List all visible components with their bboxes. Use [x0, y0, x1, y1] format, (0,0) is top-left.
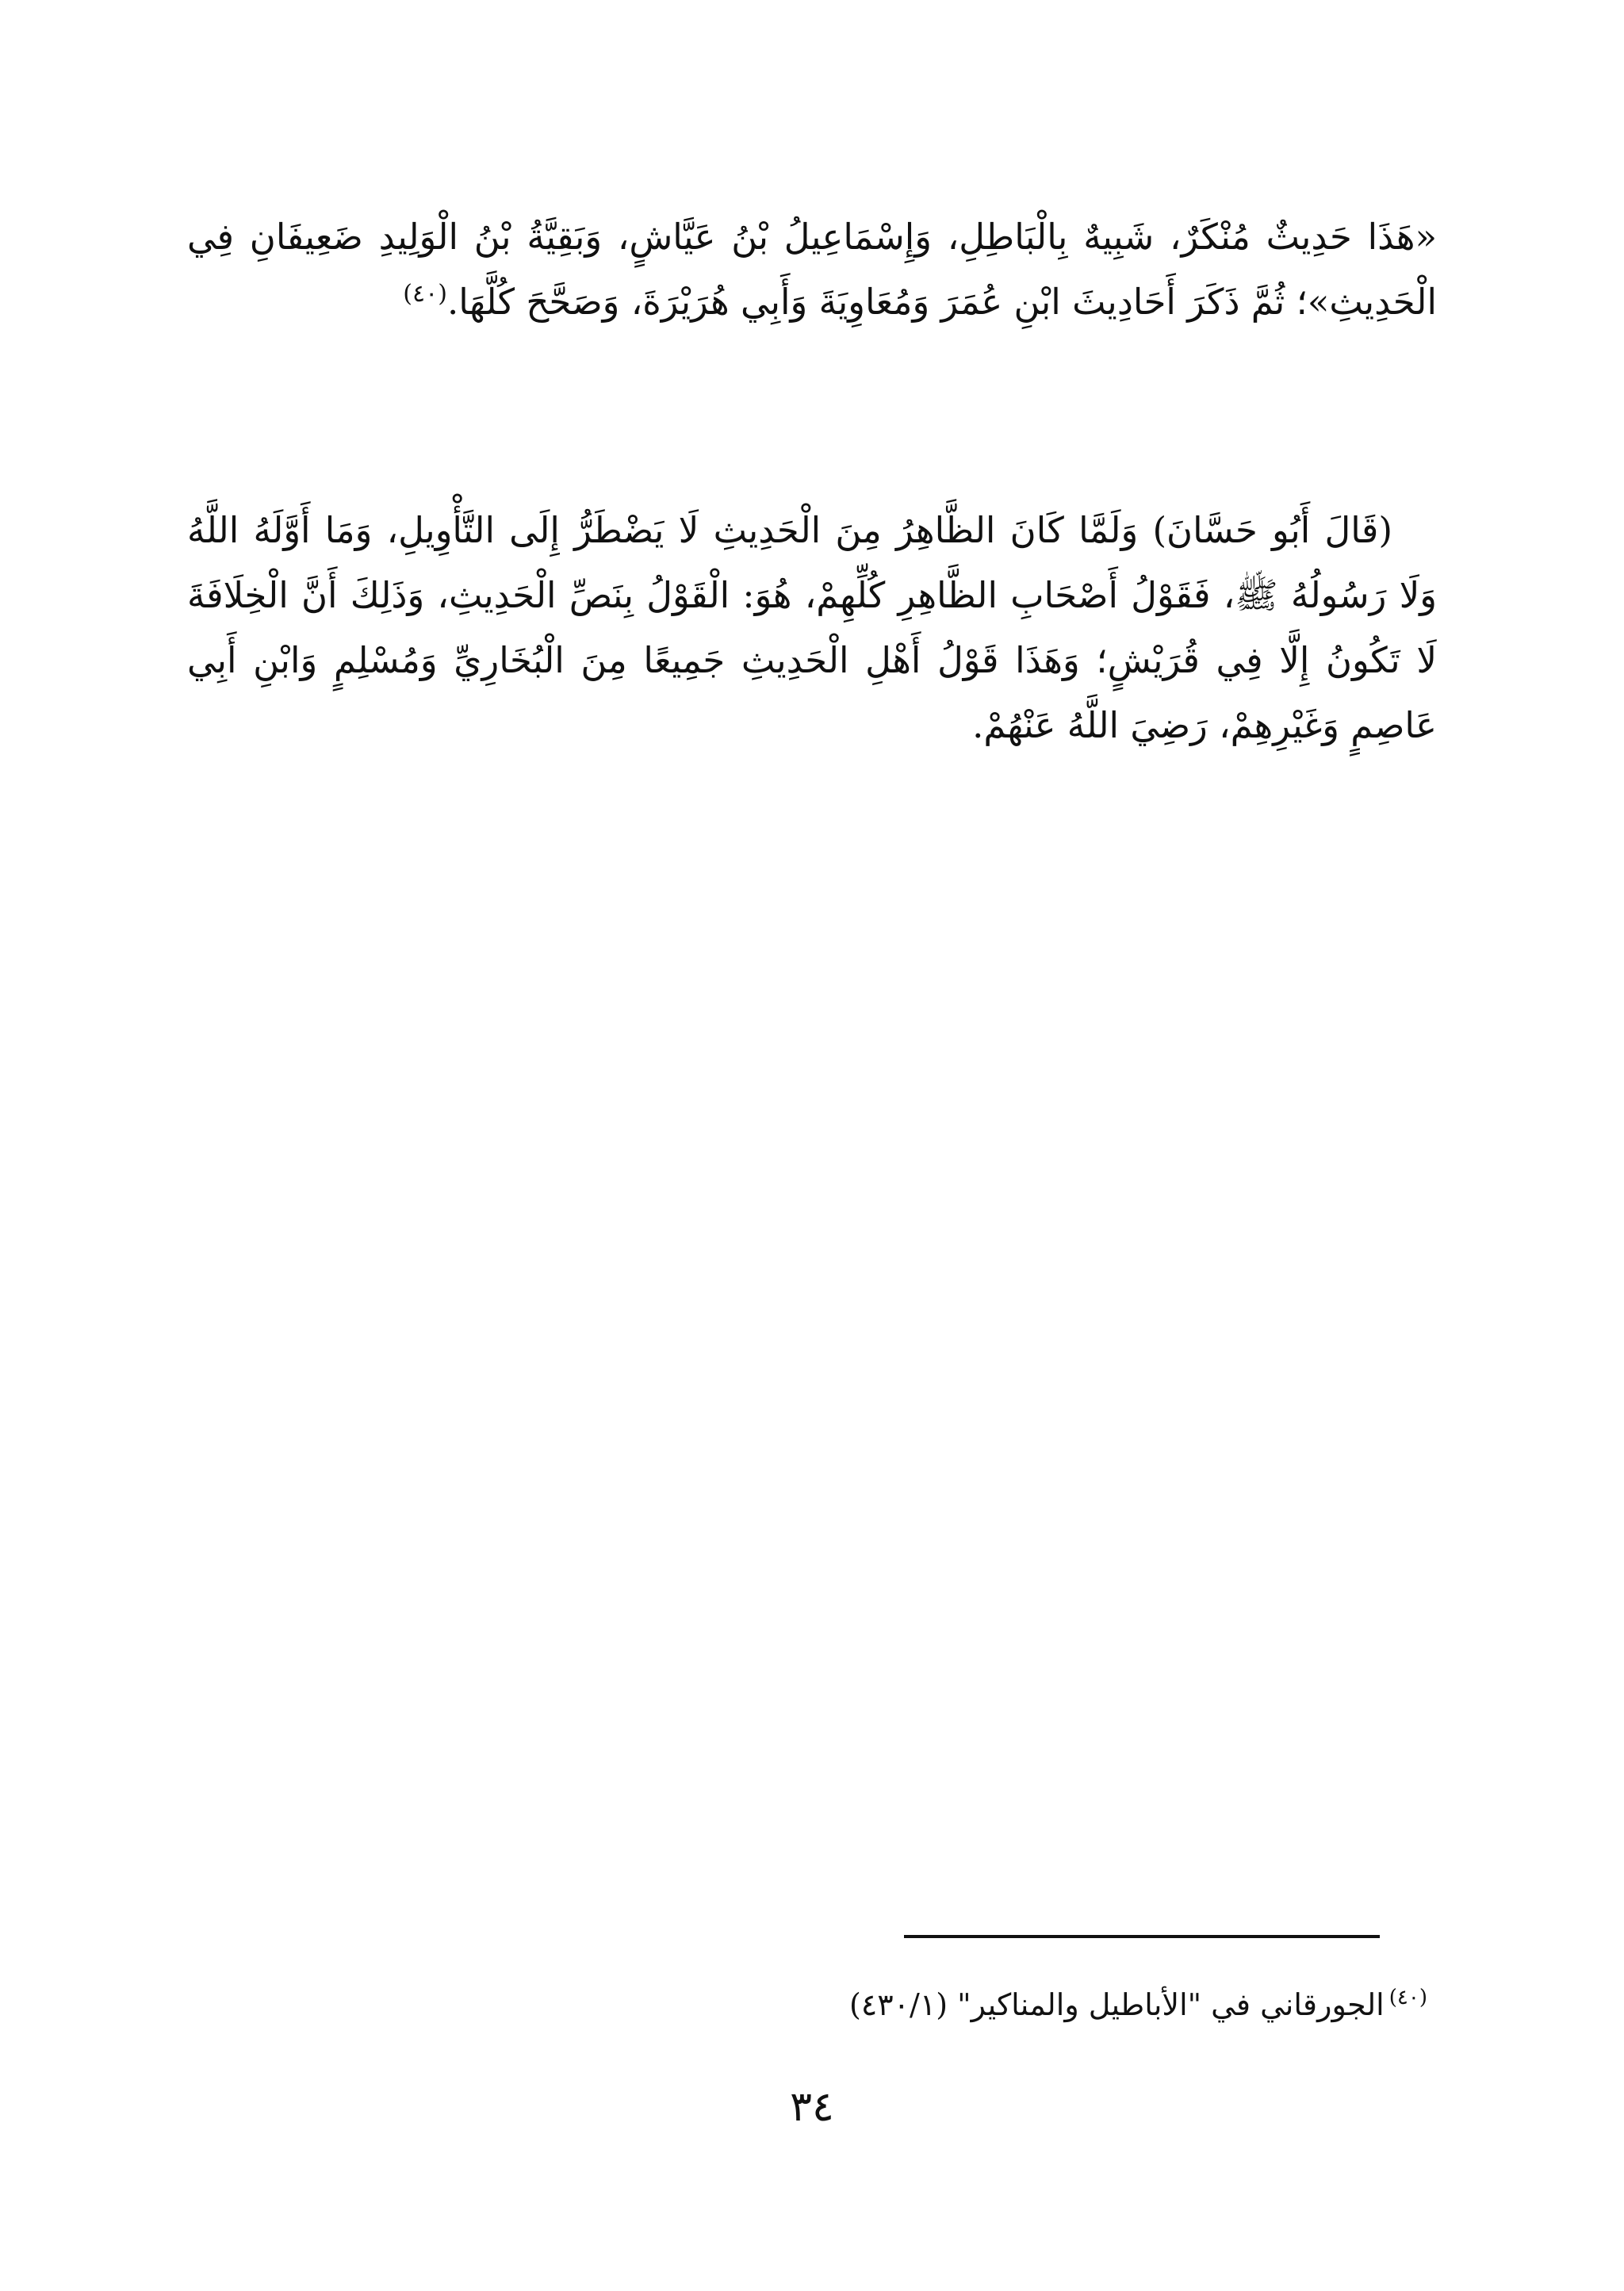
footnote-text: الجورقاني في "الأباطيل والمناكير" (٤٣٠/١) — [848, 1987, 1385, 2022]
paragraph-1-text: «هَذَا حَدِيثٌ مُنْكَرٌ، شَبِيهٌ بِالْبَاطِلِ، وَإِسْمَاعِيلُ بْنُ عَيَّاشٍ، وَبَقِيَّةُ بْنُ الْوَلِيدِ ضَعِيفَانِ فِي الْحَدِيثِ»؛ ثُمَّ ذَكَرَ أَحَادِيثَ ابْنِ عُمَرَ وَمُعَاوِيَةَ وَأَبِي هُرَيْرَةَ، وَصَحَّحَ كُلَّهَا. — [187, 216, 1437, 323]
footnote — [714, 1981, 1427, 2029]
page-number: ٣٤ — [790, 2083, 834, 2131]
paragraph-1 — [187, 205, 1437, 335]
footnote-divider — [904, 1935, 1380, 1938]
footnote-number: (٤٠) — [1388, 1986, 1427, 2010]
footnote-reference: (٤٠) — [403, 280, 447, 308]
paragraph-2-text: (قَالَ أَبُو حَسَّانَ) وَلَمَّا كَانَ الظَّاهِرُ مِنَ الْحَدِيثِ لَا يَضْطَرُّ إِلَى التَّأْوِيلِ، وَمَا أَوَّلَهُ اللَّهُ وَلَا رَسُولُهُ ﷺ، فَقَوْلُ أَصْحَابِ الظَّاهِرِ كُلِّهِمْ، هُوَ: الْقَوْلُ بِنَصِّ الْحَدِيثِ، وَذَلِكَ أَنَّ الْخِلَافَةَ لَا تَكُونُ إِلَّا فِي قُرَيْشٍ؛ وَهَذَا قَوْلُ أَهْلِ الْحَدِيثِ جَمِيعًا مِنَ الْبُخَارِيِّ وَمُسْلِمٍ وَابْنِ أَبِي عَاصِمٍ وَغَيْرِهِمْ، رَضِيَ اللَّهُ عَنْهُمْ. — [187, 509, 1437, 746]
paragraph-2 — [187, 498, 1437, 758]
